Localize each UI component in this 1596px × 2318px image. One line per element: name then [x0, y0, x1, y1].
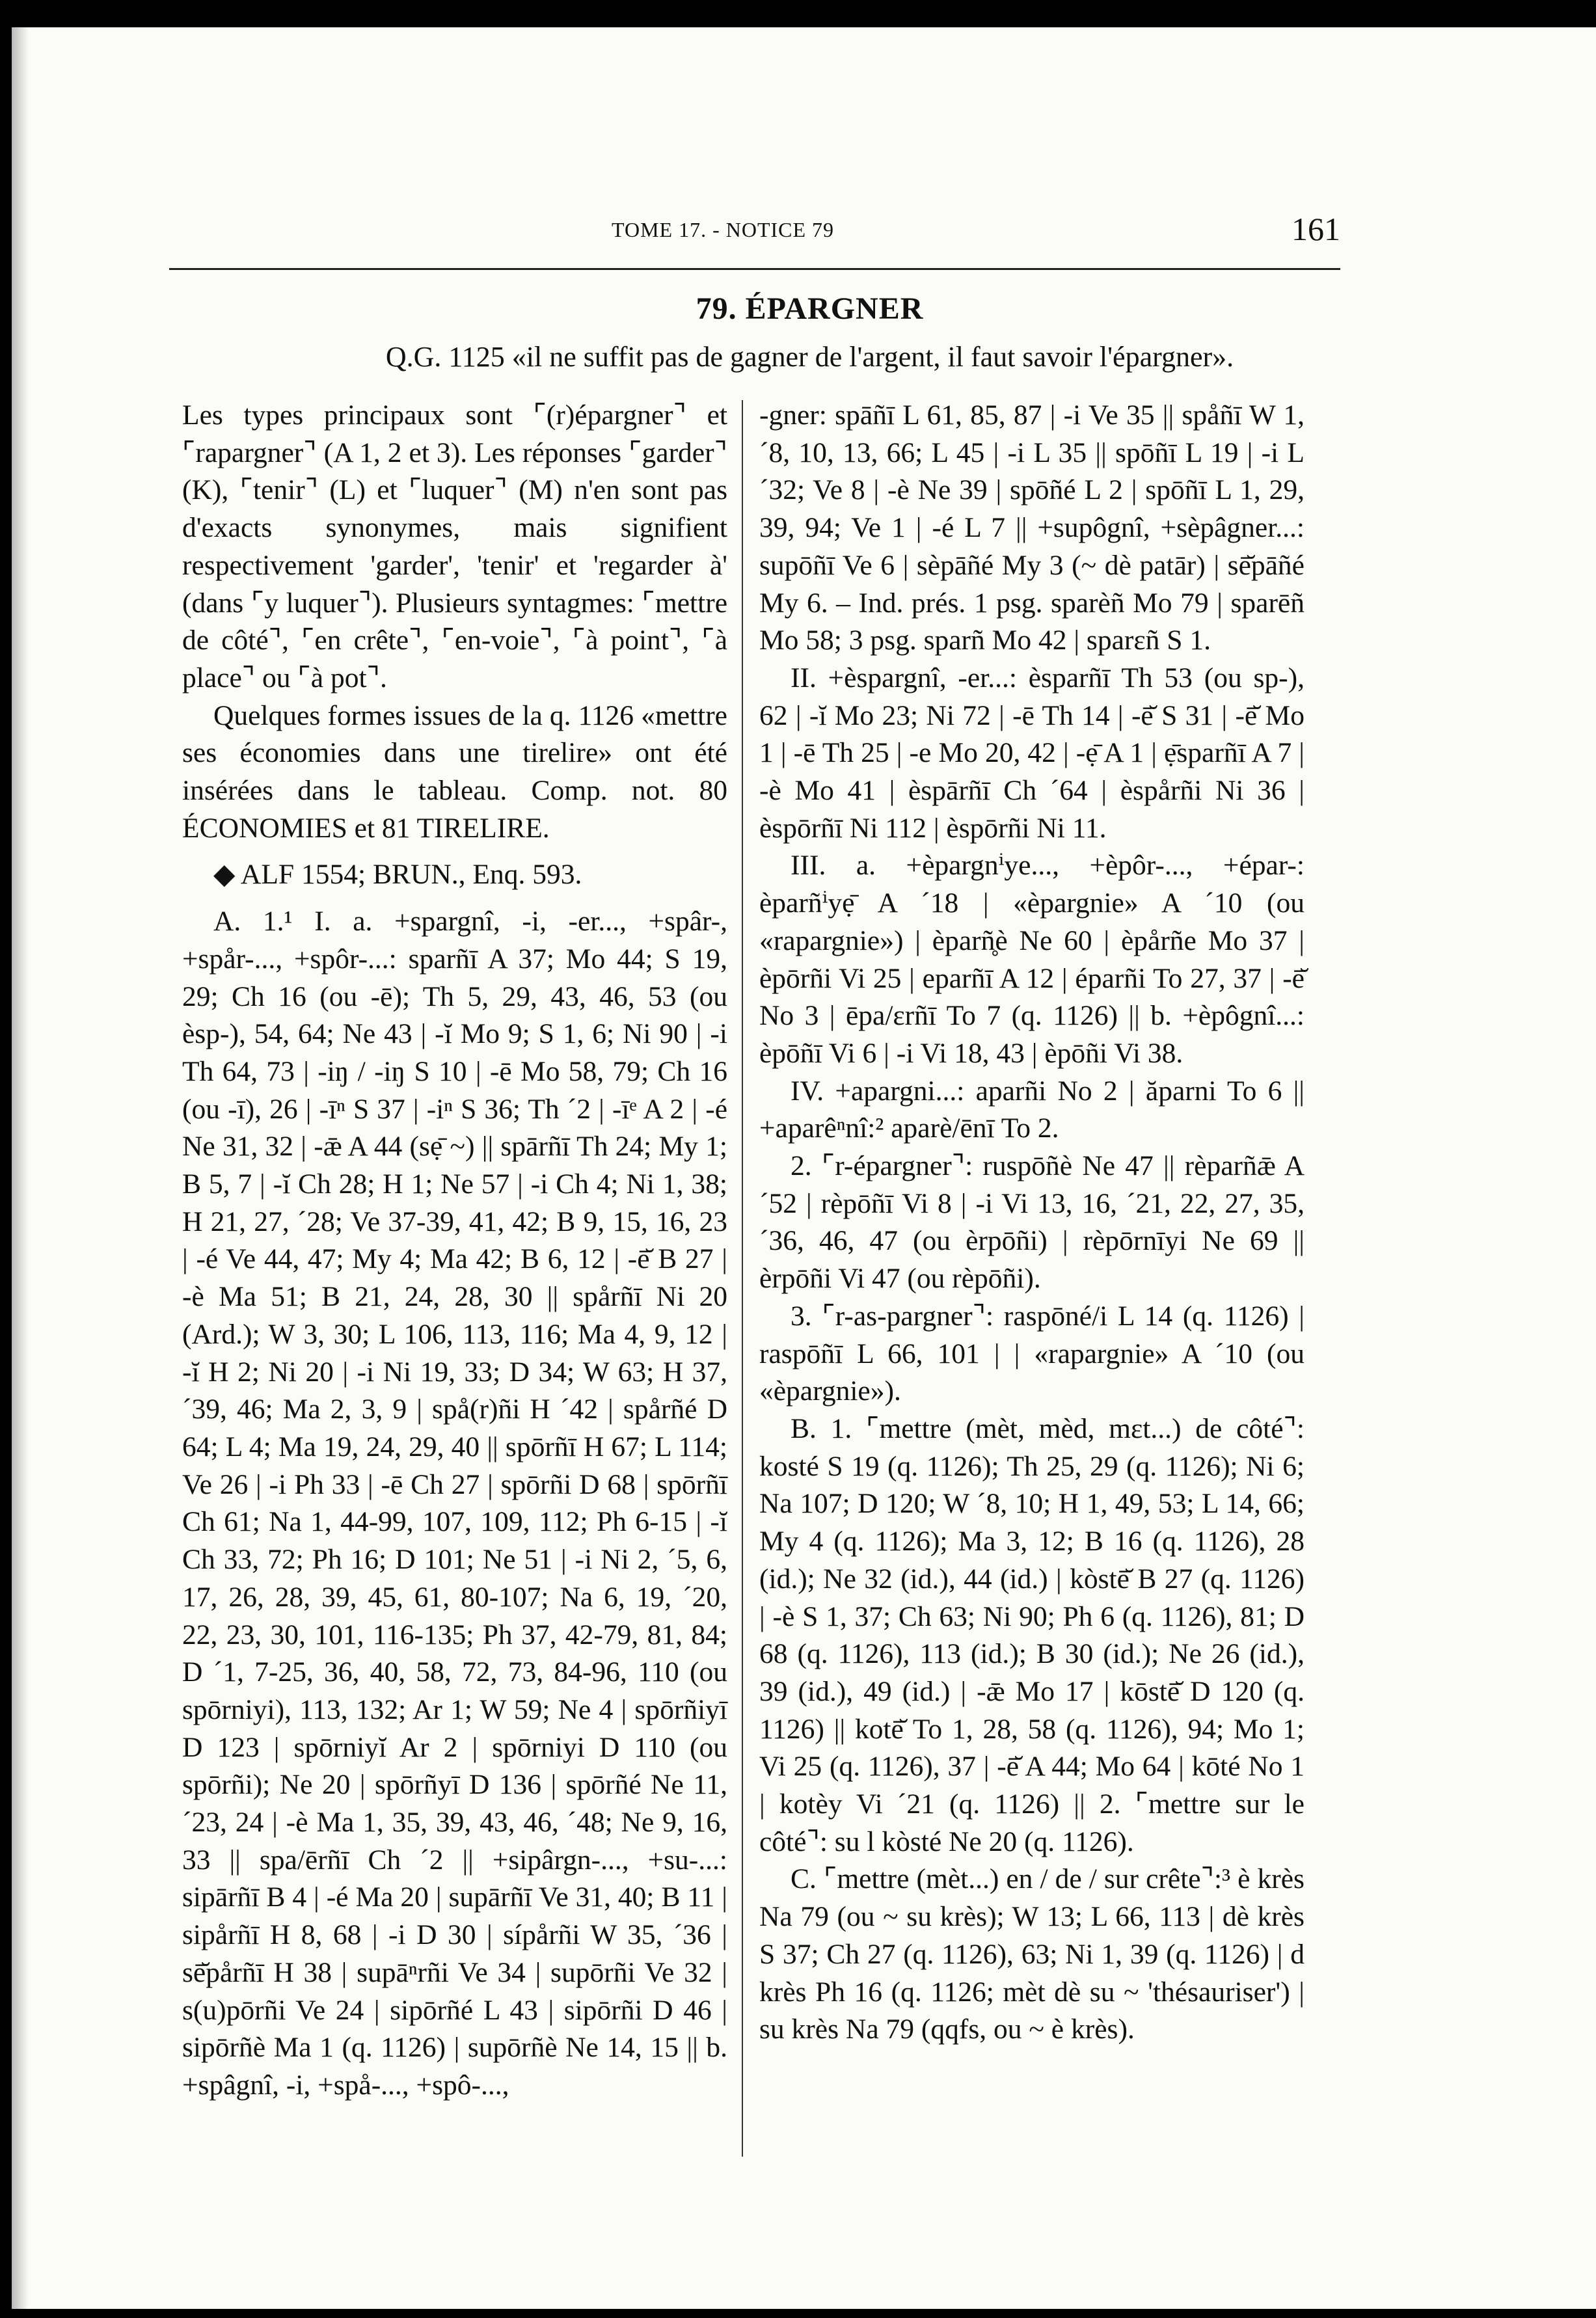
left-paragraph: A. 1.¹ I. a. +spargnî, -i, -er..., +spâr-, +spår-..., +spôr-...: sparñī A 37; Mo 44; S 19, 29; Ch 16 (ou -ē); Th 5, 29, 43, 46, 53 (ou èsp-), 54, 64; Ne 43 | -ĭ Mo 9; S 1, 6; Ni 90 | -i Th 64, 73 | -iŋ / -iŋ S 10 | -ē Mo 58, 79; Ch 16 (ou -ī), 26 | -īⁿ S 37 | -iⁿ S 36; Th ´2 | -īᵉ A 2 | -é Ne 31, 32 | -ǣ A 44 (sẹ̄ ~) || spārñī Th 24; My 1; B 5, 7 | -ĭ Ch 28; H 1; Ne 57 | -i Ch 4; Ni 1, 38; H 21, 27, ´28; Ve 37-39, 41, 42; B 9, 15, 16, 23 | -é Ve 44, 47; My 4; Ma 42; B 6, 12 | -ē̆ B 27 | -è Ma 51; B 21, 24, 28, 30 || spårñī Ni 20 (Ard.); W 3, 30; L 106, 113, 116; Ma 4, 9, 12 | -ĭ H 2; Ni 20 | -i Ni 19, 33; D 34; W 63; H 37, ´39, 46; Ma 2, 3, 9 | spå(r)ñi H ´42 | spårñé D 64; L 4; Ma 19, 24, 29, 40 || spōrñī H 67; L 114; Ve 26 | -i Ph 33 | -ē Ch 27 | spōrñi D 68 | spōrñī Ch 61; Na 1, 44-99, 107, 109, 112; Ph 6-15 | -ĭ Ch 33, 72; Ph 16; D 101; Ne 51 | -i Ni 2, ´5, 6, 17, 26, 28, 39, 45, 61, 80-107; Na 6, 19, ´20, 22, 23, 30, 101, 116-135; Ph 37, 42-79, 81, 84; D ´1, 7-25, 36, 40, 58, 72, 73, 84-96, 110 (ou spōrniyi), 113, 132; Ar 1; W 59; Ne 4 | spōrñiyī D 123 | spōrniyĭ Ar 2 | spōrniyi D 110 (ou spōrñi); Ne 20 | spōrñyī D 136 | spōrñé Ne 11, ´23, 24 | -è Ma 1, 35, 39, 43, 46, ´48; Ne 9, 16, 33 || spa/ērñī Ch ´2 || +sipârgn-..., +su-...: sipārñī B 4 | -é Ma 20 | supārñī Ve 31, 40; B 11 | sipårñī H 8, 68 | -i D 30 | sípårñi W 35, ´36 | sē̆pårñī H 38 | supāⁿrñi Ve 34 | supōrñi Ve 32 | s(u)pōrñi Ve 24 | sipōrñé L 43 | sipōrñi D 46 | sipōrñè Ma 1 (q. 1126) | supōrñè Ne 14, 15 || b. +spâgnî, -i, +spå-..., +spô-..., [182, 906, 727, 2101]
right-paragraph: III. a. +èpargnⁱye..., +èpôr-..., +épar-: èparñⁱyẹ̄ A ´18 | «èpargnie» A ´10 (ou «rapargnie») | èparñ̥è Ne 60 | èpårñe Mo 37 | èpōrñi Vi 25 | eparñī A 12 | éparñi To 27, 37 | -ē̆ No 3 | ēpa/ɛrñī To 7 (q. 1126) || b. +èpôgnî...: èpōñī Vi 6 | -i Vi 18, 43 | èpōñi Vi 38. [759, 850, 1305, 1069]
scan-bottom-edge [12, 2309, 1596, 2314]
running-head [169, 192, 1340, 270]
column-rule [742, 400, 743, 2157]
notice-quote: Q.G. 1125 «il ne suffit pas de gagner de l'argent, il faut savoir l'épargner». [385, 341, 1234, 373]
header-rule [169, 268, 1340, 270]
right-paragraph: -gner: spāñī L 61, 85, 87 | -i Ve 35 || spåñī W 1, ´8, 10, 13, 66; L 45 | -i L 35 || spōñī L 19 | -i L ´32; Ve 8 | -è Ne 39 | spōñé L 2 | spōñī L 1, 29, 39, 94; Ve 1 | -é L 7 || +supôgnî, +sèpâgner...: supōñī Ve 6 | sèpāñé My 3 (~ dè patār) | sē̆pāñé My 6. – Ind. prés. 1 psg. sparèñ Mo 79 | sparēñ Mo 58; 3 psg. sparñ Mo 42 | sparɛñ S 1. [759, 399, 1305, 656]
left-column [182, 397, 727, 2105]
book-page [12, 27, 1596, 2314]
right-column [759, 397, 1305, 2049]
left-paragraph: Les types principaux sont ⌜(r)épargner⌝ et ⌜rapargner⌝ (A 1, 2 et 3). Les réponses ⌜garder⌝ (K), ⌜tenir⌝ (L) et ⌜luquer⌝ (M) n'en sont pas d'exacts synonymes, mais signifient respectivement 'garder', 'tenir' et 'regarder à' (dans ⌜y luquer⌝). Plusieurs syntagmes: ⌜mettre de côté⌝, ⌜en crête⌝, ⌜en-voie⌝, ⌜à point⌝, ⌜à place⌝ ou ⌜à pot⌝. [182, 399, 727, 694]
right-paragraph: 2. ⌜r-épargner⌝: ruspōñè Ne 47 || rèparñǣ A ´52 | rèpōñī Vi 8 | -i Vi 13, 16, ´21, 22, 27, 35, ´36, 46, 47 (ou èrpōñi) | rèpōrnīyi Ne 69 || èrpōñi Vi 47 (ou rèpōñi). [759, 1150, 1305, 1295]
right-paragraph: C. ⌜mettre (mèt...) en / de / sur crête⌝:³ è krès Na 79 (ou ~ su krès); W 13; L 66, 113 | dè krès S 37; Ch 27 (q. 1126), 63; Ni 1, 39 (q. 1126) | d krès Ph 16 (q. 1126; mèt dè su ~ 'thésauriser') | su krès Na 79 (qqfs, ou ~ è krès). [759, 1863, 1305, 2045]
running-title: TOME 17. - NOTICE 79 [612, 218, 835, 241]
left-paragraph: Quelques formes issues de la q. 1126 «mettre ses économies dans une tirelire» ont été insérées dans le tableau. Comp. not. 80 ÉCONOMIES et 81 TIRELIRE. [182, 699, 727, 844]
page-number: 161 [1292, 211, 1340, 247]
notice-title: 79. ÉPARGNER [696, 291, 924, 326]
right-paragraph: B. 1. ⌜mettre (mèt, mèd, mɛt...) de côté⌝: kosté S 19 (q. 1126); Th 25, 29 (q. 1126); Ni 6; Na 107; D 120; W ´8, 10; H 1, 49, 53; L 14, 66; My 4 (q. 1126); Ma 3, 12; B 16 (q. 1126), 28 (id.); Ne 32 (id.), 44 (id.) | kòstē̆ B 27 (q. 1126) | -è S 1, 37; Ch 63; Ni 90; Ph 6 (q. 1126), 81; D 68 (q. 1126), 113 (id.); B 30 (id.); Ne 26 (id.), 39 (id.), 49 (id.) | -ǣ Mo 17 | kōstē̆ D 120 (q. 1126) || kotē̆ To 1, 28, 58 (q. 1126), 94; Mo 1; Vi 25 (q. 1126), 37 | -ē̆ A 44; Mo 64 | kōté No 1 | kotèy Vi ´21 (q. 1126) || 2. ⌜mettre sur le côté⌝: su l kòsté Ne 20 (q. 1126). [759, 1412, 1305, 1857]
right-paragraph: IV. +apargni...: aparñi No 2 | ăparni To 6 || +aparêⁿnî:² aparè/ēnī To 2. [759, 1075, 1305, 1144]
left-paragraph: ◆ ALF 1554; BRUN., Enq. 593. [213, 859, 582, 891]
right-paragraph: 3. ⌜r-as-pargner⌝: raspōné/i L 14 (q. 1126) | raspōñī L 66, 101 | | «rapargnie» A ´10 (ou «èpargnie»). [759, 1300, 1305, 1407]
right-paragraph: II. +èspargnî, -er...: èsparñī Th 53 (ou sp-), 62 | -ĭ Mo 23; Ni 72 | -ē Th 14 | -ē̆ S 31 | -ē̆ Mo 1 | -ē Th 25 | -e Mo 20, 42 | -ẹ̄ A 1 | ẹ̄sparñī A 7 | -è Mo 41 | èspārñī Ch ´64 | èspårñi Ni 36 | èspōrñī Ni 112 | èspōrñi Ni 11. [759, 662, 1305, 844]
